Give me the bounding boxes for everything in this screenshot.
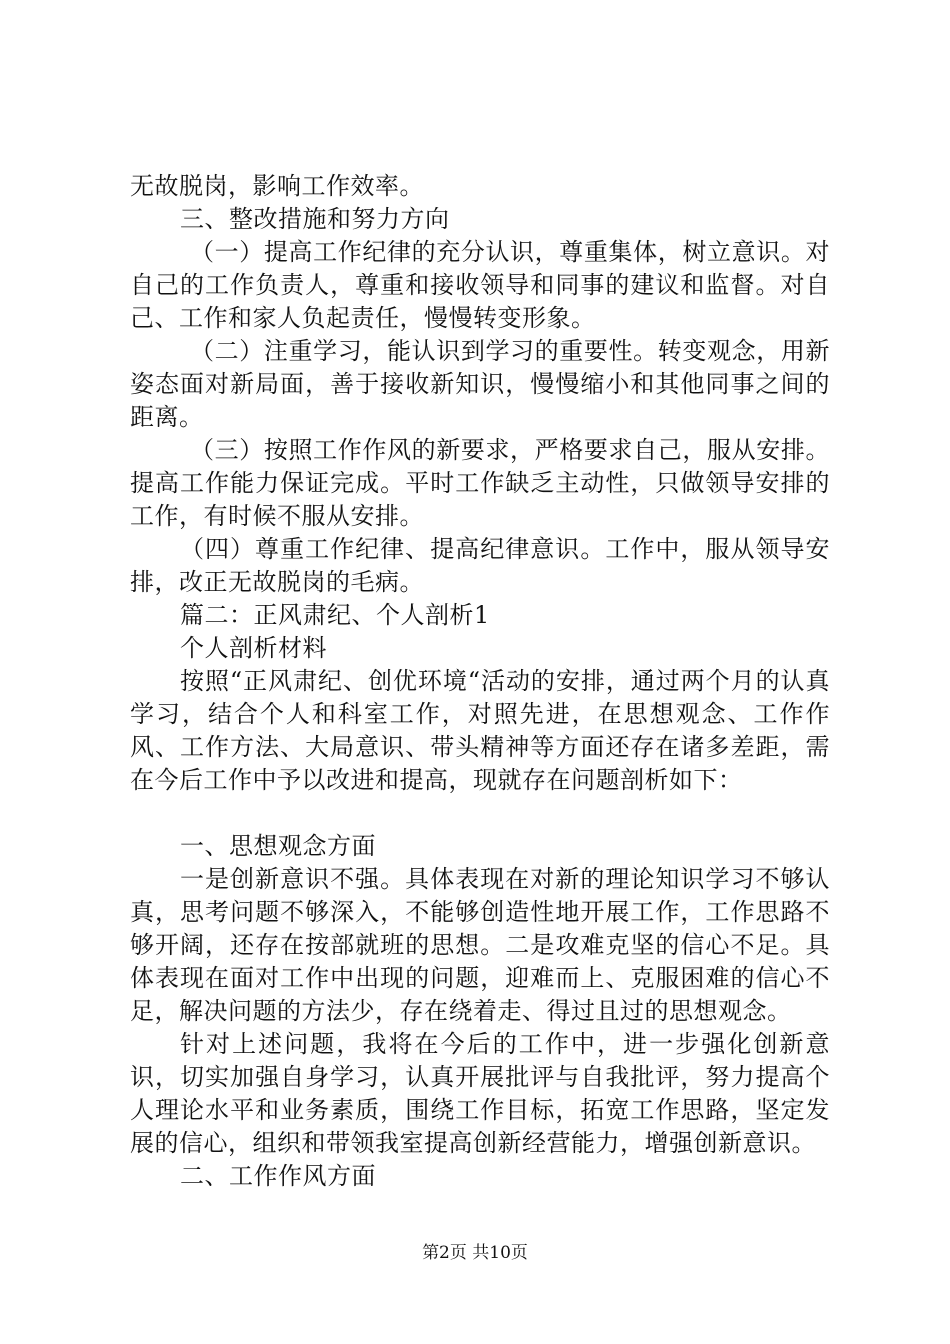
measure-item-4: （四）尊重工作纪律、提高纪律意识。工作中，服从领导安排，改正无故脱岗的毛病。 [130,535,830,596]
article-two-title: 篇二：正风肃纪、个人剖析1 [180,601,490,629]
intro-paragraph: 按照“正风肃纪、创优环境“活动的安排，通过两个月的认真学习，结合个人和科室工作，对照先进，在思想观念、工作作风、工作方法、大局意识、带头精神等方面还存在诸多差距，需在今后工作中予以改进和提高，现就存在问题剖析如下： [130,667,830,794]
page-footer: 第2页 共10页 [422,1243,528,1263]
measure-item-2: （二）注重学习，能认识到学习的重要性。转变观念，用新姿态面对新局面，善于接收新知识，慢慢缩小和其他同事之间的距离。 [130,337,830,431]
section-heading-1: 一、思想观念方面 [180,832,376,860]
material-title: 个人剖析材料 [180,634,327,662]
measure-item-1: （一）提高工作纪律的充分认识，尊重集体，树立意识。对自己的工作负责人，尊重和接收领导和同事的建议和监督。对自己、工作和家人负起责任，慢慢转变形象。 [130,238,830,332]
paragraph-continuation: 无故脱岗，影响工作效率。 [130,172,424,200]
document-body [130,170,830,1193]
remedy-paragraph: 针对上述问题，我将在今后的工作中，进一步强化创新意识，切实加强自身学习，认真开展批评与自我批评，努力提高个人理论水平和业务素质，围绕工作目标，拓宽工作思路，坚定发展的信心，组织和带领我室提高创新经营能力，增强创新意识。 [130,1030,830,1157]
measure-item-3: （三）按照工作作风的新要求，严格要求自己，服从安排。提高工作能力保证完成。平时工作缺乏主动性，只做领导安排的工作，有时候不服从安排。 [130,436,830,530]
section-heading-2: 二、工作作风方面 [180,1162,376,1190]
thought-paragraph: 一是创新意识不强。具体表现在对新的理论知识学习不够认真，思考问题不够深入，不能够创造性地开展工作，工作思路不够开阔，还存在按部就班的思想。二是攻难克坚的信心不足。具体表现在面对工作中出现的问题，迎难而上、克服困难的信心不足，解决问题的方法少，存在绕着走、得过且过的思想观念。 [130,865,830,1025]
section-heading-3: 三、整改措施和努力方向 [180,205,450,233]
